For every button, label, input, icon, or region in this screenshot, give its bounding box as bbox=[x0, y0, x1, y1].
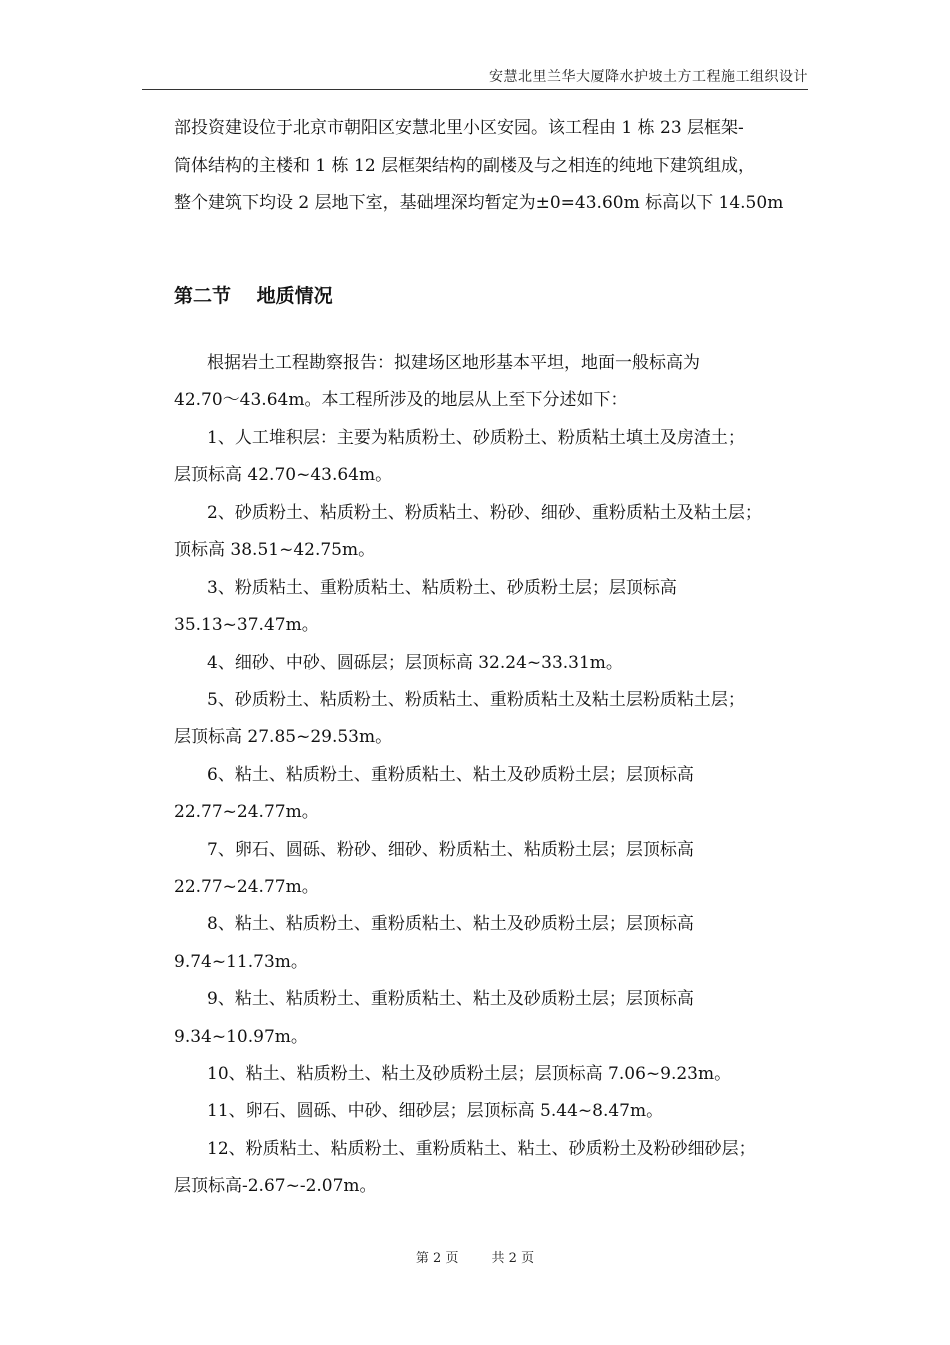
layer-item-2-cont: 顶标高 38.51~42.75m。 bbox=[174, 540, 376, 560]
layer-item-7-cont: 22.77~24.77m。 bbox=[174, 877, 319, 897]
page-number: 第 2 页 bbox=[415, 1251, 459, 1266]
layer-item-1-cont: 层顶标高 42.70~43.64m。 bbox=[174, 465, 393, 485]
lead-line: 根据岩土工程勘察报告：拟建场区地形基本平坦，地面一般标高为 bbox=[207, 353, 700, 373]
page-total: 共 2 页 bbox=[491, 1251, 535, 1266]
intro-line: 部投资建设位于北京市朝阳区安慧北里小区安园。该工程由 1 栋 23 层框架- bbox=[174, 118, 744, 138]
layer-item-5: 5、砂质粉土、粘质粉土、粉质粘土、重粉质粘土及粘土层粉质粘土层； bbox=[207, 690, 745, 710]
layer-item-3: 3、粉质粘土、重粉质粘土、粘质粉土、砂质粉土层；层顶标高 bbox=[207, 578, 677, 598]
layer-item-5-cont: 层顶标高 27.85~29.53m。 bbox=[174, 727, 393, 747]
layer-item-8: 8、粘土、粘质粉土、重粉质粘土、粘土及砂质粉土层；层顶标高 bbox=[207, 914, 694, 934]
layer-item-11: 11、卵石、圆砾、中砂、细砂层；层顶标高 5.44~8.47m。 bbox=[207, 1101, 664, 1121]
layer-item-6: 6、粘土、粘质粉土、重粉质粘土、粘土及砂质粉土层；层顶标高 bbox=[207, 765, 694, 785]
page-footer bbox=[0, 1247, 950, 1266]
lead-line: 42.70～43.64m。本工程所涉及的地层从上至下分述如下： bbox=[174, 390, 628, 410]
layer-item-4: 4、细砂、中砂、圆砾层；层顶标高 32.24~33.31m。 bbox=[207, 653, 623, 673]
layer-item-1: 1、人工堆积层：主要为粘质粉土、砂质粉土、粉质粘土填土及房渣土； bbox=[207, 428, 745, 448]
layer-item-2: 2、砂质粉土、粘质粉土、粉质粘土、粉砂、细砂、重粉质粘土及粘土层； bbox=[207, 503, 762, 523]
layer-item-7: 7、卵石、圆砾、粉砂、细砂、粉质粘土、粘质粉土层；层顶标高 bbox=[207, 840, 694, 860]
layer-item-6-cont: 22.77~24.77m。 bbox=[174, 802, 319, 822]
layer-item-12: 12、粉质粘土、粘质粉土、重粉质粘土、粘土、砂质粉土及粉砂细砂层； bbox=[207, 1139, 756, 1159]
layer-item-9: 9、粘土、粘质粉土、重粉质粘土、粘土及砂质粉土层；层顶标高 bbox=[207, 989, 694, 1009]
header-divider bbox=[142, 89, 808, 90]
intro-line: 整个建筑下均设 2 层地下室，基础埋深均暂定为±0=43.60m 标高以下 14.50m bbox=[174, 193, 784, 213]
layer-item-3-cont: 35.13~37.47m。 bbox=[174, 615, 319, 635]
layer-item-8-cont: 9.74~11.73m。 bbox=[174, 952, 308, 972]
section-heading: 第二节 地质情况 bbox=[174, 285, 333, 307]
running-header-title: 安慧北里兰华大厦降水护坡土方工程施工组织设计 bbox=[489, 69, 808, 85]
intro-line: 筒体结构的主楼和 1 栋 12 层框架结构的副楼及与之相连的纯地下建筑组成， bbox=[174, 156, 756, 176]
layer-item-9-cont: 9.34~10.97m。 bbox=[174, 1027, 308, 1047]
layer-item-12-cont: 层顶标高-2.67~-2.07m。 bbox=[174, 1176, 377, 1196]
layer-item-10: 10、粘土、粘质粉土、粘土及砂质粉土层；层顶标高 7.06~9.23m。 bbox=[207, 1064, 732, 1084]
